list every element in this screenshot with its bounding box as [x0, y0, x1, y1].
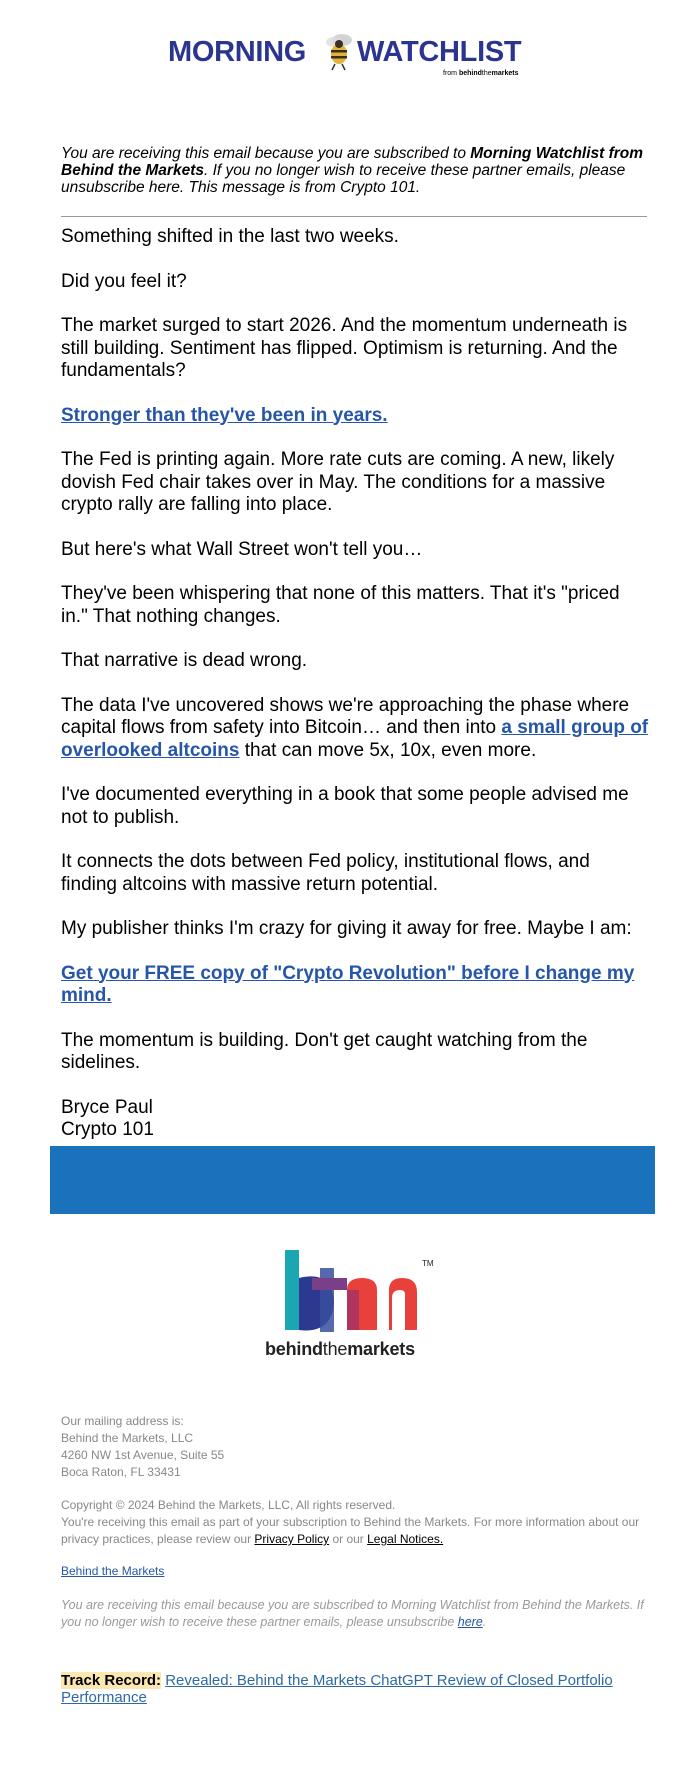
paragraph: Something shifted in the last two weeks.: [61, 226, 399, 247]
paragraph: That narrative is dead wrong.: [61, 650, 308, 671]
paragraph: I've documented everything in a book that some people advised me not to publish.: [61, 784, 629, 828]
blue-banner: [50, 1146, 655, 1214]
header-logo[interactable]: [0, 30, 700, 90]
stronger-link[interactable]: Stronger than they've been in years.: [61, 404, 388, 426]
paragraph: The momentum is building. Don't get caught watching from the sidelines.: [61, 1029, 588, 1073]
signature: [61, 1097, 651, 1142]
behind-the-markets-link[interactable]: Behind the Markets: [61, 1564, 165, 1578]
legal-notices-link[interactable]: Legal Notices.: [367, 1532, 444, 1546]
logo-word-watchlist: WATCHLIST: [357, 36, 522, 68]
logo-subtitle: from behindthemarkets: [443, 70, 519, 77]
logo-word-morning: MORNING: [168, 36, 307, 68]
unsubscribe-here-link[interactable]: here: [457, 1615, 483, 1629]
copyright-notice: Copyright © 2024 Behind the Markets, LLC, All rights reserved. You're receiving this email as part of your subscription to Behind the Markets. For more information about our privacy practices, please review our Privacy Policy or our Legal Notices.: [61, 1498, 640, 1546]
paragraph: The data I've uncovered shows we're approaching the phase where capital flows from safety into Bitcoin… and then into a small group of overlooked altcoins that can move 5x, 10x, even more.: [61, 694, 649, 761]
paragraph: It connects the dots between Fed policy, institutional flows, and finding altcoins with massive return potential.: [61, 851, 590, 895]
paragraph: But here's what Wall Street won't tell you…: [61, 538, 423, 560]
paragraph: The Fed is printing again. More rate cuts are coming. A new, likely dovish Fed chair takes over in May. The conditions for a massive crypto rally are falling into place.: [61, 449, 615, 515]
track-record-link[interactable]: Revealed: Behind the Markets ChatGPT Review of Closed Portfolio Performance: [61, 1672, 613, 1706]
paragraph: They've been whispering that none of this matters. That it's "priced in." That nothing changes.: [61, 583, 620, 627]
mailing-address: Our mailing address is: Behind the Markets, LLC 4260 NW 1st Avenue, Suite 55 Boca Raton, FL 33431: [61, 1414, 225, 1479]
track-record: [61, 1672, 651, 1706]
signature-name: Bryce Paul: [61, 1096, 153, 1118]
btm-wordmark: behindthemarkets: [265, 1339, 415, 1359]
paragraph: My publisher thinks I'm crazy for giving it away for free. Maybe I am:: [61, 918, 632, 939]
email-body: [61, 226, 651, 1142]
btm-link-row: [61, 1563, 651, 1580]
paragraph: The market surged to start 2026. And the momentum underneath is still building. Sentiment has flipped. Optimism is returning. And the fundamentals?: [61, 315, 628, 381]
paragraph: Did you feel it?: [61, 270, 187, 292]
free-book-link[interactable]: Get your FREE copy of "Crypto Revolution" before I change my mind.: [61, 962, 635, 1006]
footer-disclaimer: You are receiving this email because you are subscribed to Morning Watchlist from Behind the Markets. If you no longer wish to receive these partner emails, please unsubscribe here.: [61, 1598, 644, 1629]
trademark-mark: TM: [422, 1259, 434, 1268]
signature-org: Crypto 101: [61, 1119, 154, 1140]
subscription-disclaimer: You are receiving this email because you are subscribed to Morning Watchlist from Behind the Markets. If you no longer wish to receive these partner emails, please unsubscribe here. This message is from Crypto 101.: [61, 145, 644, 196]
bee-icon: [322, 30, 358, 74]
altcoins-link[interactable]: a small group of overlooked altcoins: [61, 717, 649, 761]
privacy-policy-link[interactable]: Privacy Policy: [254, 1532, 330, 1546]
track-record-label: Track Record:: [61, 1672, 162, 1689]
divider: [61, 216, 647, 217]
